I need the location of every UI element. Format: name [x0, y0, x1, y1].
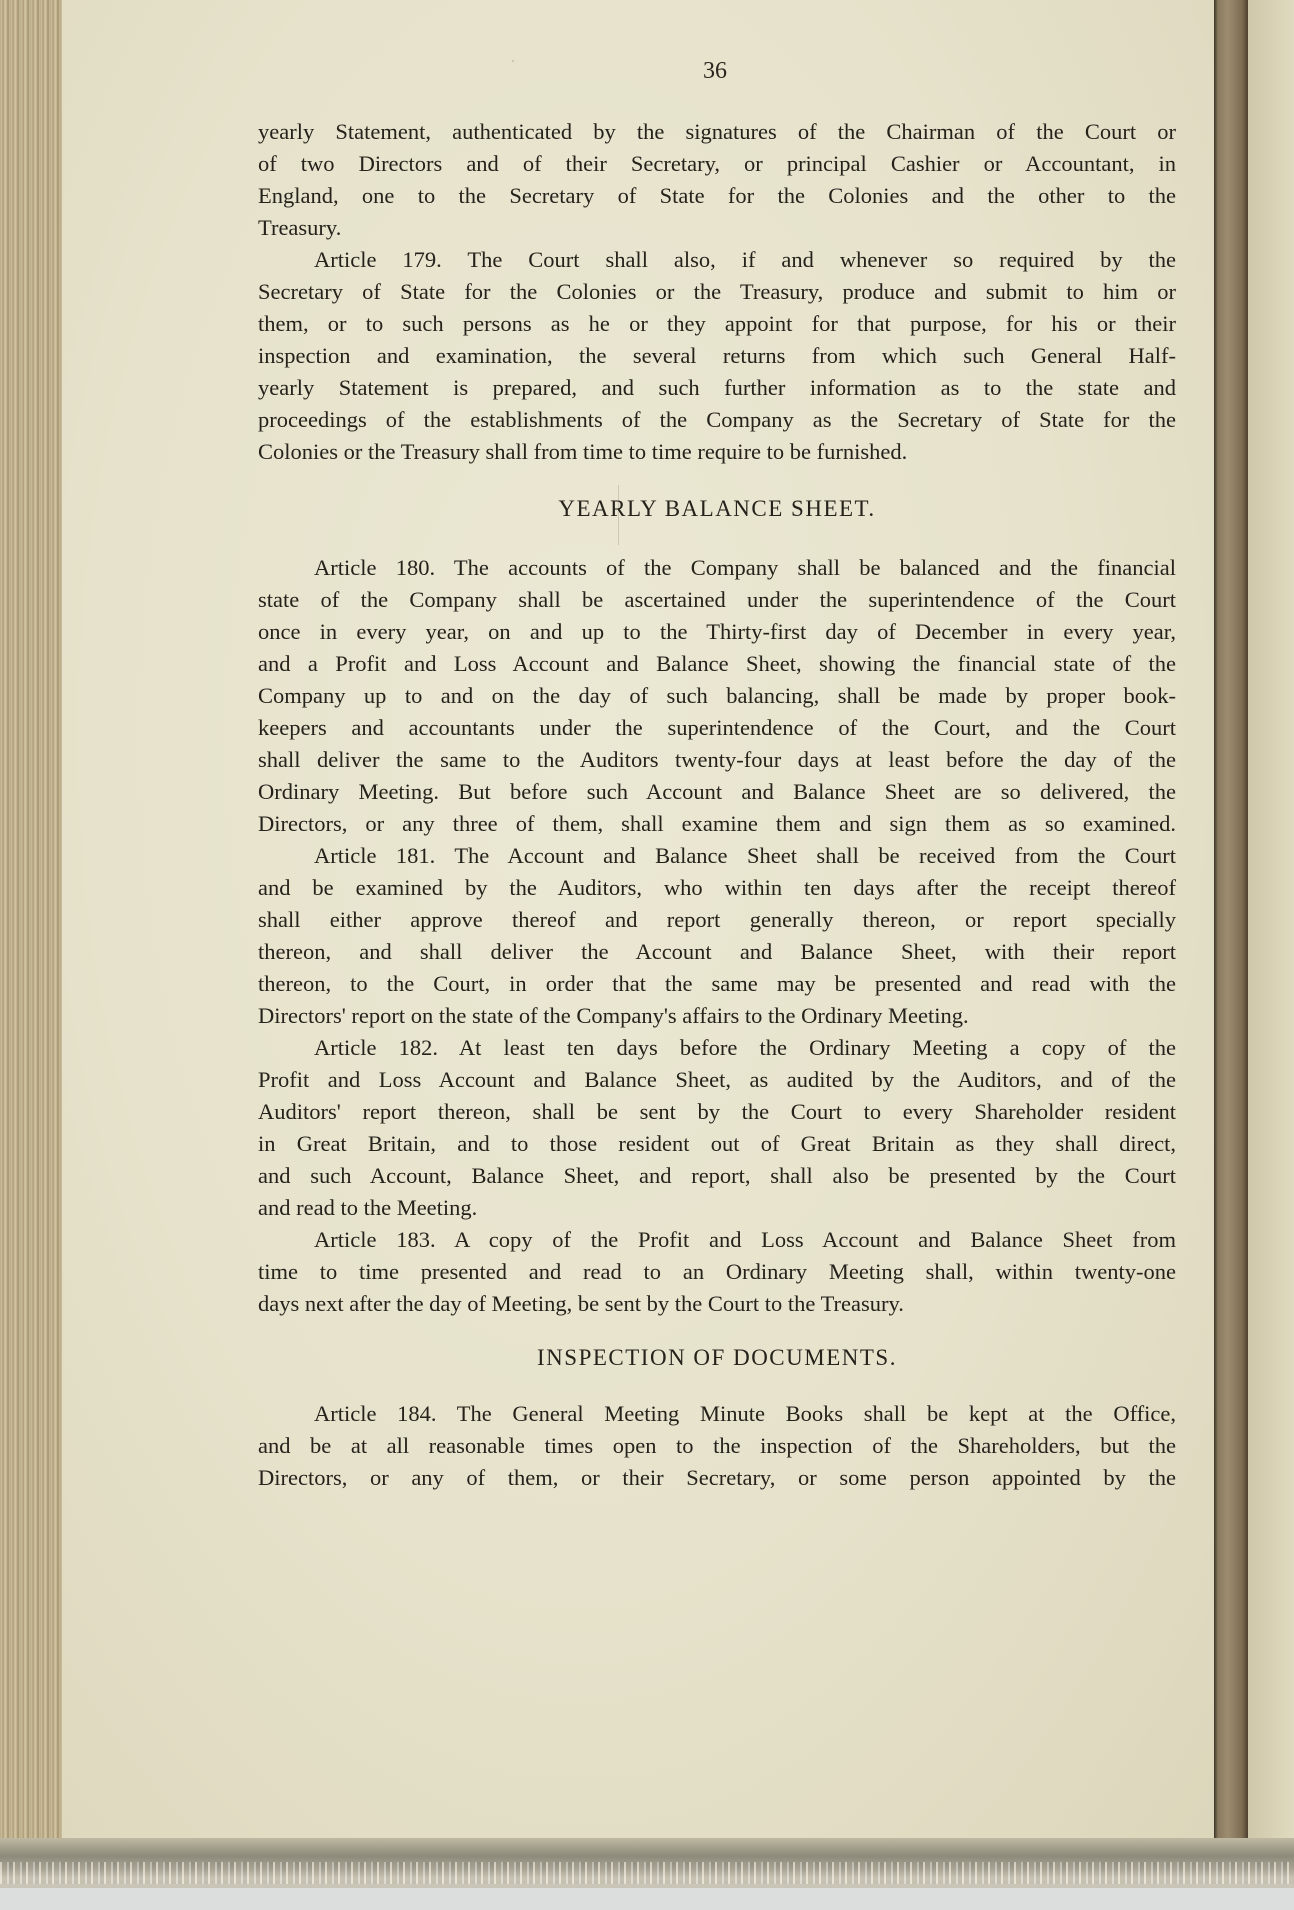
text-line: Directors, or any three of them, shall examine them and sign them as so examined. [258, 811, 1176, 836]
page-edges-stack [0, 0, 62, 1838]
text-line: Auditors' report thereon, shall be sent by the Court to every Shareholder resident [258, 1099, 1176, 1124]
text-line: Directors' report on the state of the Company's affairs to the Ordinary Meeting. [258, 1003, 969, 1028]
section-heading-yearly-balance-sheet: YEARLY BALANCE SHEET. [558, 496, 876, 521]
text-line: and a Profit and Loss Account and Balance Sheet, showing the financial state of the [258, 651, 1176, 676]
text-line: inspection and examination, the several returns from which such General Half- [258, 343, 1176, 368]
book-spine [1214, 0, 1248, 1838]
text-line: Profit and Loss Account and Balance Sheet, as audited by the Auditors, and of the [258, 1067, 1176, 1092]
article-179-line: Article 179. The Court shall also, if and whenever so required by the [314, 247, 1176, 272]
article-182-line: Article 182. At least ten days before the Ordinary Meeting a copy of the [314, 1035, 1176, 1060]
text-line: of two Directors and of their Secretary, or principal Cashier or Accountant, in [258, 151, 1176, 176]
text-line: Directors, or any of them, or their Secretary, or some person appointed by the [258, 1465, 1176, 1490]
text-line: Treasury. [258, 215, 342, 240]
article-183-line: Article 183. A copy of the Profit and Loss Account and Balance Sheet from [314, 1227, 1176, 1252]
article-180-line: Article 180. The accounts of the Company shall be balanced and the financial [314, 555, 1176, 580]
article-184-line: Article 184. The General Meeting Minute Books shall be kept at the Office, [314, 1401, 1176, 1426]
article-181-line: Article 181. The Account and Balance Sheet shall be received from the Court [314, 843, 1176, 868]
text-line: and be at all reasonable times open to the inspection of the Shareholders, but the [258, 1433, 1176, 1458]
text-line: proceedings of the establishments of the Company as the Secretary of State for the [258, 407, 1176, 432]
text-line: Secretary of State for the Colonies or the Treasury, produce and submit to him or [258, 279, 1176, 304]
text-line: yearly Statement is prepared, and such further information as to the state and [258, 375, 1176, 400]
text-line: thereon, and shall deliver the Account and Balance Sheet, with their report [258, 939, 1176, 964]
text-line: them, or to such persons as he or they appoint for that purpose, for his or their [258, 311, 1176, 336]
text-line: keepers and accountants under the superintendence of the Court, and the Court [258, 715, 1176, 740]
text-line: days next after the day of Meeting, be sent by the Court to the Treasury. [258, 1291, 904, 1316]
text-line: shall deliver the same to the Auditors twenty-four days at least before the day of the [258, 747, 1176, 772]
paragraph-block-inspection [258, 1398, 1176, 1494]
text-line: once in every year, on and up to the Thirty-first day of December in every year, [258, 619, 1176, 644]
text-line: in Great Britain, and to those resident out of Great Britain as they shall direct, [258, 1131, 1176, 1156]
facing-page-edge [1248, 0, 1294, 1838]
text-line: and read to the Meeting. [258, 1195, 478, 1220]
text-line: yearly Statement, authenticated by the signatures of the Chairman of the Court or [258, 119, 1176, 144]
page-number: 36 [703, 58, 727, 84]
paragraph-block-balance-sheet [258, 552, 1176, 1320]
text-line: state of the Company shall be ascertained under the superintendence of the Court [258, 587, 1176, 612]
section-heading-inspection-of-documents: INSPECTION OF DOCUMENTS. [537, 1345, 897, 1370]
paper-speck [512, 60, 514, 62]
text-line: Ordinary Meeting. But before such Account and Balance Sheet are so delivered, the [258, 779, 1176, 804]
text-line: Colonies or the Treasury shall from time to time require to be furnished. [258, 439, 908, 464]
text-line: Company up to and on the day of such balancing, shall be made by proper book- [258, 683, 1176, 708]
text-line: and such Account, Balance Sheet, and report, shall also be presented by the Court [258, 1163, 1176, 1188]
text-line: shall either approve thereof and report generally thereon, or report specially [258, 907, 1176, 932]
text-line: England, one to the Secretary of State for the Colonies and the other to the [258, 183, 1176, 208]
bottom-strip [0, 1888, 1294, 1910]
text-line: thereon, to the Court, in order that the same may be presented and read with the [258, 971, 1176, 996]
text-line: and be examined by the Auditors, who within ten days after the receipt thereof [258, 875, 1176, 900]
paragraph-block-continuation [258, 116, 1176, 468]
scanner-glass-glare [0, 1862, 1294, 1884]
text-line: time to time presented and read to an Ordinary Meeting shall, within twenty-one [258, 1259, 1176, 1284]
